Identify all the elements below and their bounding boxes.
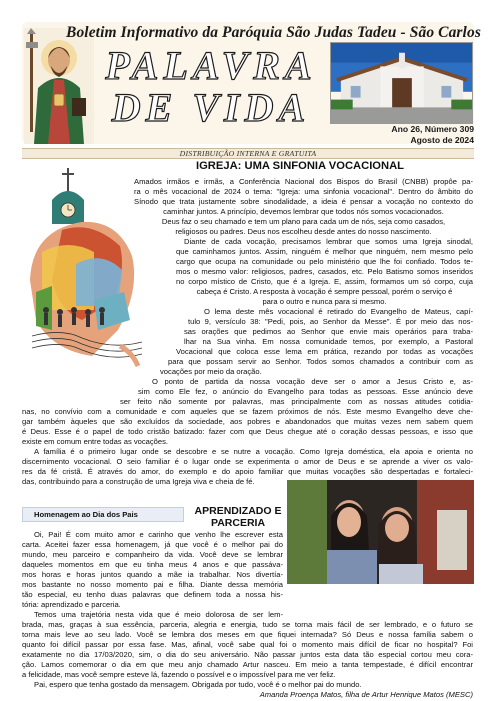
article-2-line: a felicidade, mas você sempre esteve lá, fazendo o possível e o impossível para me ver feliz. [22, 670, 336, 679]
article-2-line: Pai, espero que tenha gostado da mensagem. Obrigada por tudo, você é o melhor pai do mundo. [34, 680, 362, 689]
article-2-title-line-1: APRENDIZADO E [194, 505, 282, 517]
article-2-line: quanto foi difícil passar por essa fase. Mas, afinal, você sabe qual foi o momento mais difícil de ficar no hospital? Foi [22, 640, 473, 649]
bulletin-title: Boletim Informativo da Paróquia São Judas Tadeu - São Carlos [66, 24, 481, 41]
article-2-line: tória: aprendizado e parceria. [22, 600, 121, 609]
article-1-line: nas, no convívio com a comunidade e com aqueles que se fazem próximos de nós. Este mesmo Evangelho deve che- [22, 407, 473, 416]
article-1-line: ser feito não somente por palavras, mas principalmente com as nossas atitudes cotidia- [120, 397, 473, 406]
article-1-line: lhar na Sua vinha. Em nossa comunidade temos, por exemplo, a Pastoral [184, 337, 473, 346]
article-1-line: O ponto de partida da nossa vocação deve ser o amor a Jesus Cristo e, as- [152, 377, 473, 386]
article-2-line: brada, mas, graças à sua essência, parceria, alegria e energia, tudo se torna mais fácil de ser lembrado, e o futuro se [22, 620, 473, 629]
article-1-title: IGREJA: UMA SINFONIA VOCACIONAL [196, 160, 405, 172]
article-1-line: cabeça é Cristo. A resposta à vocação é sempre pessoal, porém o serviço é [196, 287, 453, 296]
article-2-line: torna mais leve ao seu lado. Você se lembra dos meses em que fiquei internada? Só Deus e nossa família sabem o [22, 630, 473, 639]
church-photo [330, 42, 473, 124]
family-photo [287, 480, 474, 584]
issue-info [390, 124, 474, 146]
article-2-line: Temos uma trajetória nesta vida que é meio dolorosa de ser lem- [34, 610, 283, 619]
masthead [0, 0, 496, 148]
article-1-line: sim como Ele fez, o anúncio do Evangelho para todas as pessoas. Esse anúncio deve [138, 387, 473, 396]
article-1-line: ra o mês vocacional de 2024 o tema: "Igreja: uma sinfonia vocacional". Dentro do âmbito do [134, 187, 473, 196]
article-2-line: tão especial, eu tenho duas palavras que definem toda a nossa his- [22, 590, 283, 599]
article-1-line: res da fé cristã. É através do amor, do exemplo e do apoio familiar que muitas vocações são despertadas e fortaleci- [22, 467, 473, 476]
article-2-line: exatamente no dia 17/03/2020, sim, o dia do seu aniversário. Não passar juntos esta data tão especial cortou meu cora- [22, 650, 473, 659]
article-1-line: Deus faz o seu chamado e tem um plano para cada um de nós, seja como casados, [161, 217, 446, 226]
article-2-line: ção. Lamos comemorar o dia em que meu anjo chamado Artur nasceu. Em meio a tanta tempestade, é difícil encontrar [22, 660, 473, 669]
masthead-name-line-2: DE VIDA [111, 85, 311, 130]
article-2-line: mos bastante no nosso momento pai e filha. Diante dessa memória [22, 580, 283, 589]
article-1-line: tulo 9, versículo 38: "Pedi, pois, ao Senhor da Messe". É por meio das nos- [188, 317, 473, 326]
article-1-line: existe em comum entre todas as vocações. [22, 437, 169, 446]
article-1-line: Amados irmãos e irmãs, a Conferência Nacional dos Bispos do Brasil (CNBB) propôe pa- [134, 177, 473, 186]
saint-jude-illustration [24, 28, 94, 144]
article-1-line: A família é o primeiro lugar onde se descobre e se nutre a vocação. Como Igreja doméstica, ela apoia e orienta no [34, 447, 473, 456]
article-2-line: Oi, Pai! É com muito amor e carinho que venho lhe escrever esta [34, 530, 283, 539]
homage-label: Homenagem ao Dia dos Pais [34, 510, 138, 519]
article-1-line: Diante de cada vocação, precisamos lembrar que somos uma Igreja sinodal, [184, 237, 473, 246]
article-1-line: gar também àqueles que são excluídos da sociedade, aos pobres e abandonados que muitas vezes nem sabem quem [22, 417, 473, 426]
article-1-line: discernimento vocacional. O seio familiar é o lugar onde se experimenta o amor de Deus e se aprende a viver os valo- [22, 457, 473, 466]
issue-date: Agosto de 2024 [410, 135, 474, 145]
masthead-name-line-1: PALAVRA [105, 43, 317, 88]
article-1-line: das, contribuindo para a construção de uma Igreja viva e cheia de fé. [22, 477, 255, 486]
article-1-line: O lema deste mês vocacional é retirado do Evangelho de Mateus, capí- [204, 307, 473, 316]
vocation-illustration [22, 160, 144, 374]
article-2-line: daqueles momentos em que eu tinha meus 4 anos e que passáva- [22, 560, 283, 569]
article-1-line: Vocacional que coloca esse lema em prática, rezando por todas as vocações [176, 347, 473, 356]
article-1-line: para que possam servir ao Senhor. Todos somos chamados a contribuir com as [168, 357, 473, 366]
article-1-line: sas orações que pedimos ao Senhor que envie mais operários para traba- [184, 327, 473, 336]
article-1-line: para o outro e nunca para si mesmo. [262, 297, 387, 306]
article-2-title-line-2: PARCERIA [210, 517, 266, 529]
distribution-bar: DISTRIBUIÇÃO INTERNA E GRATUITA [22, 148, 474, 159]
article-1-line: Sínodo que trata justamente sobre sinodalidade, a ideia é pensar a vocação no contexto do [134, 197, 473, 206]
article-2-line: carta. Aceitei fazer essa homenagem, já que você é o melhor pai do [22, 540, 283, 549]
article-1-line: no corpo místico de Cristo, que é a Igreja. E, assim, formamos um só corpo, cuja [176, 277, 473, 286]
article-1-line: religiosos ou padres. Deus nos escolheu desde antes do nosso nascimento. [175, 227, 432, 236]
article-1-line: vocações por meio da oração. [160, 367, 262, 376]
issue-number: Ano 26, Número 309 [391, 124, 474, 134]
article-2-signature-line-1: Amanda Proença Matos, filha de Artur Henrique Matos (MESC) [259, 690, 473, 699]
article-1-line: mos o mesmo valor: religiosos, padres, casados, etc. Pelo Batismo somos inseridos [176, 267, 473, 276]
article-1-line: é Deus. Esse é o papel de todo cristão batizado: fazer com que Deus chegue até o coração dessas pessoas, e isso que [22, 427, 473, 436]
article-2-line: mundo, meu parceiro e companheiro da vida. Você deve se lembrar [22, 550, 283, 559]
article-1-line: cargo que ocupa na comunidade ou pelo ministério que lhe foi confiado. Todos te- [176, 257, 473, 266]
article-2-line: mos horas e horas juntos quando a mãe ia trabalhar. Nos divertía- [22, 570, 283, 579]
article-1-line: que caminhamos juntos. Assim, ninguém é melhor que ninguém, nem mesmo pelo [176, 247, 473, 256]
article-1-line: caminhar juntos. A princípio, devemos lembrar que todos nós somos vocacionados. [163, 207, 444, 216]
